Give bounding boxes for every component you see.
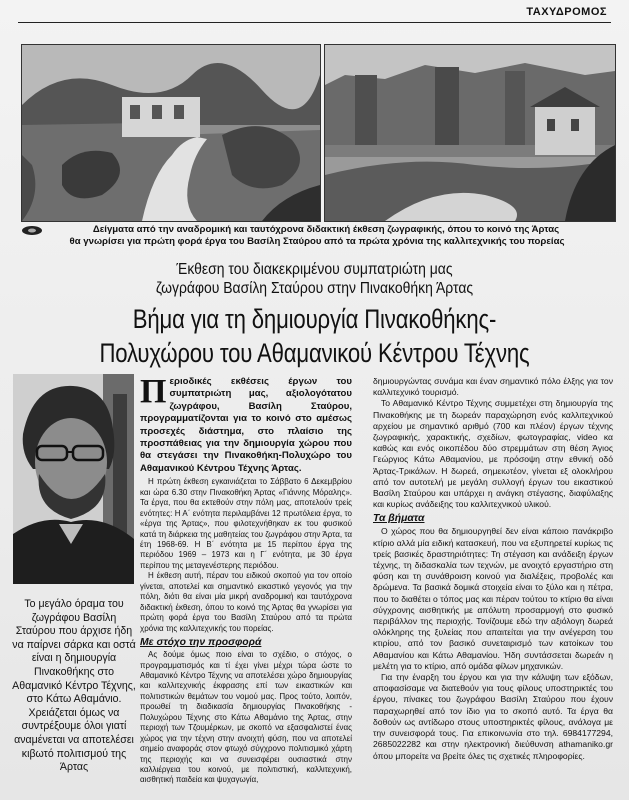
body-paragraph: Η έκθεση αυτή, πέραν του ειδικού σκοπού για τον οποίο γίνεται, αποτελεί και σημαντικό εικαστικό γεγονός για την πόλη, διότι θα είναι μία μικρή αναδρομική και ταυτόχρονα διδακτική έκθεση, όπου το κοινό της Άρτας θα γνωρίσει για πρώτη φορά έργα του Βασίλη Σταύρου από τα πρώτα χρόνια της καλλιτεχνικής του πορείας. bbox=[140, 571, 352, 633]
article-column-middle bbox=[140, 373, 352, 786]
kicker-line-2: ζωγράφου Βασίλη Σταύρου στην Πινακοθήκη Άρτας bbox=[155, 280, 474, 297]
header-rule bbox=[18, 22, 611, 23]
headline-line-2: Πολυχώρου του Αθαμανικού Κέντρου Τέχνης bbox=[99, 338, 530, 368]
caption-line-2: θα γνωρίσει για πρώτη φορά έργα του Βασίλη Σταύρου από τα πρώτα χρόνια της καλλιτεχνικής του πορείας bbox=[69, 236, 565, 247]
article-headline bbox=[57, 302, 573, 370]
lead-text: εριοδικές εκθέσεις έργων του συμπατριώτη μας, αξιολογότατου ζωγράφου, Βασίλη Σταύρου, προγραμματίζονται για το κοινό στο αμέσως προσεχές διάστημα, στο πλαίσιο της προσπάθειας για την δημιουργία χώρου που θα στεγάσει την Πινακοθήκη-Πολυχώρο του Αθαμανικού Κέντρου Τέχνης Άρτας. bbox=[140, 376, 352, 474]
body-paragraph: Ο χώρος που θα δημιουργηθεί δεν είναι κάποιο πανάκριβο κτίριο αλλά μία ειδική κατασκευή, που να εξυπηρετεί κυρίως τις τρείς βασικές δραστηριότητες: Τη στέγαση και ανάδειξη έργων τέχνης, τη διδασκαλία των τεχνών, με ανοιχτό εργαστήριο στη φύση και τη συνάθροιση κοινού για διαλέξεις, προβολές και δρώμενα. Τα βασικά δομικά στοιχεία είναι το ξύλο και η πέτρα, που το διαθέτει ο τόπος μας και πέραν τούτου το κτίριο θα είναι σύγχρονης αισθητικής με απόλυτη προσαρμογή στο φυσικό περιβάλλον της περιοχής. Τονίζουμε εδώ την αξιόλογη δωρεά ολόκληρης της ξυλείας που απαιτείται για την ανέγερση του κτιρίου, από τον βασικό συνεταιρισμό των κατοίκων του Αθαμανίου και Κάτω Αθαμανίου. Ήδη συντάσσεται δωρεάν η μελέτη για το κτίριο, από ομάδα φίλων μηχανικών. bbox=[373, 526, 613, 671]
lead-paragraph bbox=[140, 373, 352, 475]
pull-quote: Το μεγάλο όραμα του ζωγράφου Βασίλη Σταύρου που άρχισε ήδη να παίρνει σάρκα και οστά είναι η δημιουργία Πινακοθήκης στο Αθαμανικό Κέντρο Τέχνης, στο Κάτω Αθαμάνιο. Χρειάζεται όμως να συντρέξουμε όλοι γιατί αναμένεται να αποτελέσει κιβωτό πολιτισμού της Άρτας bbox=[12, 598, 136, 774]
headline-line-1: Βήμα για τη δημιουργία Πινακοθήκης- bbox=[132, 304, 497, 334]
body-paragraph: δημιουργώντας συνάμα και έναν σημαντικό πόλο έλξης για τον καλλιτεχνικό τουρισμό. bbox=[373, 376, 613, 398]
subheading: Τα βήματα bbox=[373, 513, 425, 525]
subheading: Με στόχο την προσφορά bbox=[140, 637, 262, 649]
body-paragraph: Ας δούμε όμως ποιο είναι το σχέδιο, ο στόχος, ο προγραμματισμός και τί έχει γίνει μέχρι τώρα ώστε το Αθαμανικό Κέντρο Τέχνης να αποτελέσει χώρο δημιουργίας και καλλιτεχνικής έκφρασης επί των εικαστικών και πολιτιστικών θεμάτων του νομού μας. Προς τούτο, λοιπόν, προωθεί τη διαδικασία δημιουργίας Πινακοθήκης - Πολυχώρου Τέχνης στο Κάτω Αθαμάνιο της Άρτας, στην περιοχή των Τζουμέρκων, με σκοπό να εξασφαλιστεί ένας χώρος για την τέχνη στην ανοιχτή φύση, που να αποτελεί σημείο αναφοράς στον φτωχό σύγχρονο πολιτισμικό χάρτη της περιοχής και να συνεισφέρει ουσιαστικά στην καλλιέργεια του κοινού, με πολιτιστική, καλλιτεχνική, αισθητική παιδεία και ψυχαγωγία, bbox=[140, 650, 352, 785]
kicker-line-1: Έκθεση του διακεκριμένου συμπατριώτη μας bbox=[176, 261, 453, 278]
body-paragraph: Η πρώτη έκθεση εγκαινιάζεται το Σάββατο 6 Δεκεμβρίου και ώρα 6.30 στην Πινακοθήκη Άρτας «Γιάννης Μόραλης». Τα έργα, που θα εκτεθούν στην πόλη μας, αποτελούν τρείς ενότητες: Η Α΄ ενότητα περιλαμβάνει 12 πρωτόλεια έργα, το «έργα της Άρτας», που φιλοτεχνήθηκαν εκ του φυσικού κατά τη διάρκεια της μαθητείας του ζωγράφου στην Άρτα, τα έτη 1968-69. Η Β΄ ενότητα με 15 περίπου έργα της περιόδου 1969 – 1973 και η Γ΄ ενότητα, με 30 έργα περίπου της μεταγενέστερης περιόδου. bbox=[140, 477, 352, 570]
newspaper-masthead: ΤΑΧΥΔΡΟΜΟΣ bbox=[526, 6, 607, 18]
article-kicker bbox=[31, 260, 597, 298]
painter-portrait-photo bbox=[13, 374, 134, 584]
article-column-right bbox=[373, 376, 613, 762]
painting-photo-town-walls bbox=[324, 44, 616, 222]
caption-line-1: Δείγματα από την αναδρομική και ταυτόχρονα διδακτική έκθεση ζωγραφικής, όπου το κοινό της Άρτας bbox=[92, 224, 560, 235]
painting-photo-landscape bbox=[21, 44, 321, 222]
caption-marker-icon bbox=[21, 225, 43, 236]
drop-cap: Π bbox=[140, 373, 167, 410]
photo-caption bbox=[21, 224, 613, 248]
body-paragraph: Το Αθαμανικό Κέντρο Τέχνης συμμετέχει στη δημιουργία της Πινακοθήκης με τη δωρεάν παραχώρηση ενός καλλιτεχνικού αρχείου με σημαντικό αριθμό (700 και πλέον) έργων τέχνης ζωγραφικής, χαρακτικής, σχεδίων, φωτογραφίας, video κα καθώς και ενός οικοπέδου δύο στρεμμάτων στη θέση Άγιος Γεώργιος Κάτω Αθαμανίου, με πρόσοψη στην εθνική οδό Άρτας-Τρικάλων. Η δωρεά, σημειωτέον, γίνεται εξ ολοκλήρου από τον αυτοτελή με μεγάλη συλλογή έργων του εικαστικού Βασίλη Σταύρου και υπάρχει η ανάγκη στέγασης, διαφύλαξης και κυρίως ανάδειξης του καλλιτεχνικού υλικού. bbox=[373, 398, 613, 510]
body-paragraph: Για την έναρξη του έργου και για την κάλυψη των εξόδων, αποφασίσαμε να διατεθούν για τους φίλους υποστηρικτές του έργου, πίνακες του ζωγράφου Βασίλη Σταύρου που έχουν παραχωρηθεί από τον ίδιο για το σκοπό αυτό. Τα έργα θα δοθούν ως αντίδωρο στους υποστηρικτές φίλους, ανάλογα με την συνεισφορά τους. Για επικοινωνία στο τηλ. 6984177294, 2685022282 και στην ηλεκτρονική διεύθυνση athamaniko.gr όπου μπορείτε να βρείτε όλες τις σχετικές πληροφορίες. bbox=[373, 672, 613, 761]
